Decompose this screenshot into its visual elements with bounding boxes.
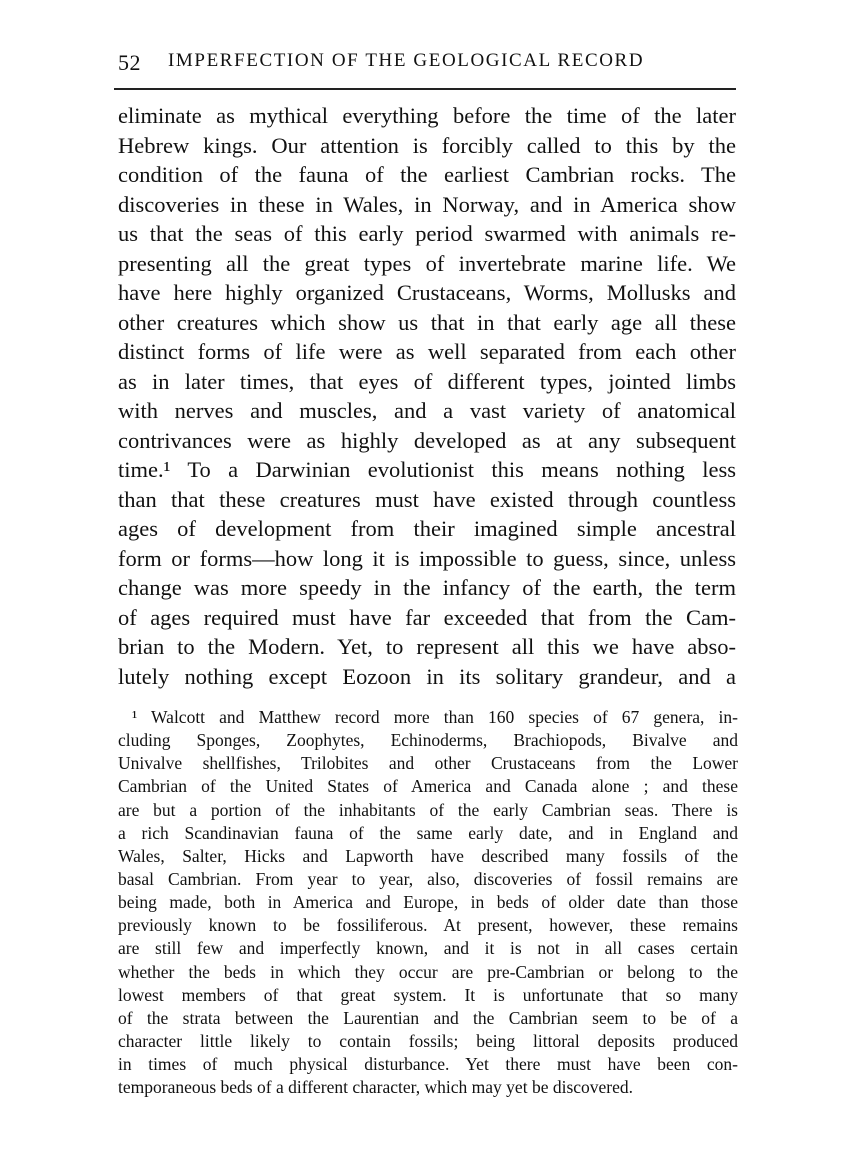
body-line: have here highly organized Crustaceans, Worms, Mollusks and bbox=[118, 280, 736, 305]
footnote-line: whether the beds in which they occur are pre-Cambrian or belong to the bbox=[118, 961, 738, 982]
footnote-line: are but a portion of the inhabitants of the early Cambrian seas. There is bbox=[118, 799, 738, 820]
body-line: discoveries in these in Wales, in Norway, and in America show bbox=[118, 191, 736, 217]
body-line: than that these creatures must have existed through countless bbox=[118, 486, 736, 512]
page-header bbox=[112, 44, 744, 80]
body-line: lutely nothing except Eozoon in its solitary grandeur, and a bbox=[118, 663, 736, 689]
body-line: presenting all the great types of invertebrate marine life. We bbox=[118, 250, 736, 276]
footnote-line: Wales, Salter, Hicks and Lapworth have described many fossils of the bbox=[118, 845, 738, 866]
footnote-line: temporaneous beds of a different character, which may yet be discovered. bbox=[118, 1077, 634, 1098]
page-number: 52 bbox=[118, 50, 141, 75]
footnote-line: character little likely to contain fossils; being littoral deposits produced bbox=[118, 1030, 738, 1051]
body-line: contrivances were as highly developed as at any subsequent bbox=[118, 427, 736, 453]
body-line: with nerves and muscles, and a vast variety of anatomical bbox=[118, 398, 736, 423]
body-line: change was more speedy in the infancy of the earth, the term bbox=[118, 575, 736, 600]
header-rule bbox=[114, 88, 736, 90]
footnote-line: cluding Sponges, Zoophytes, Echinoderms, Brachiopods, Bivalve and bbox=[118, 730, 738, 751]
body-line: form or forms—how long it is impossible to guess, since, unless bbox=[118, 545, 736, 571]
body-line: as in later times, that eyes of different types, jointed limbs bbox=[118, 368, 736, 394]
body-line: us that the seas of this early period swarmed with animals re- bbox=[118, 221, 736, 246]
body-line: ages of development from their imagined simple ancestral bbox=[118, 516, 736, 541]
footnote-line: Univalve shellfishes, Trilobites and other Crustaceans from the Lower bbox=[118, 753, 738, 774]
body-line: of ages required must have far exceeded that from the Cam- bbox=[118, 604, 736, 630]
body-line: distinct forms of life were as well separated from each other bbox=[118, 339, 736, 364]
footnote-line: Cambrian of the United States of America and Canada alone ; and these bbox=[118, 776, 738, 797]
running-title: IMPERFECTION OF THE GEOLOGICAL RECORD bbox=[168, 50, 645, 71]
footnote-line: ¹ Walcott and Matthew record more than 160 species of 67 genera, in- bbox=[132, 707, 738, 727]
footnote-line: are still few and imperfectly known, and it is not in all cases certain bbox=[118, 938, 738, 959]
footnote-line: being made, both in America and Europe, in beds of older date than those bbox=[118, 892, 738, 913]
body-line: other creatures which show us that in that early age all these bbox=[118, 309, 736, 335]
footnote-line: previously known to be fossiliferous. At present, however, these remains bbox=[118, 915, 738, 936]
footnote-line: of the strata between the Laurentian and the Cambrian seem to be of a bbox=[118, 1007, 738, 1028]
body-line: eliminate as mythical everything before the time of the later bbox=[118, 103, 736, 128]
body-line: brian to the Modern. Yet, to represent all this we have abso- bbox=[118, 634, 736, 659]
footnote-line: lowest members of that great system. It is unfortunate that so many bbox=[118, 984, 738, 1005]
body-line: Hebrew kings. Our attention is forcibly called to this by the bbox=[118, 132, 736, 158]
body-text bbox=[118, 101, 736, 691]
footnote-line: a rich Scandinavian fauna of the same early date, and in England and bbox=[118, 822, 738, 843]
footnote-line: in times of much physical disturbance. Yet there must have been con- bbox=[118, 1054, 738, 1075]
body-line: time.¹ To a Darwinian evolutionist this means nothing less bbox=[118, 457, 736, 482]
footnote-line: basal Cambrian. From year to year, also, discoveries of fossil remains are bbox=[118, 868, 738, 889]
body-line: condition of the fauna of the earliest Cambrian rocks. The bbox=[118, 162, 736, 187]
footnote bbox=[118, 706, 738, 1099]
